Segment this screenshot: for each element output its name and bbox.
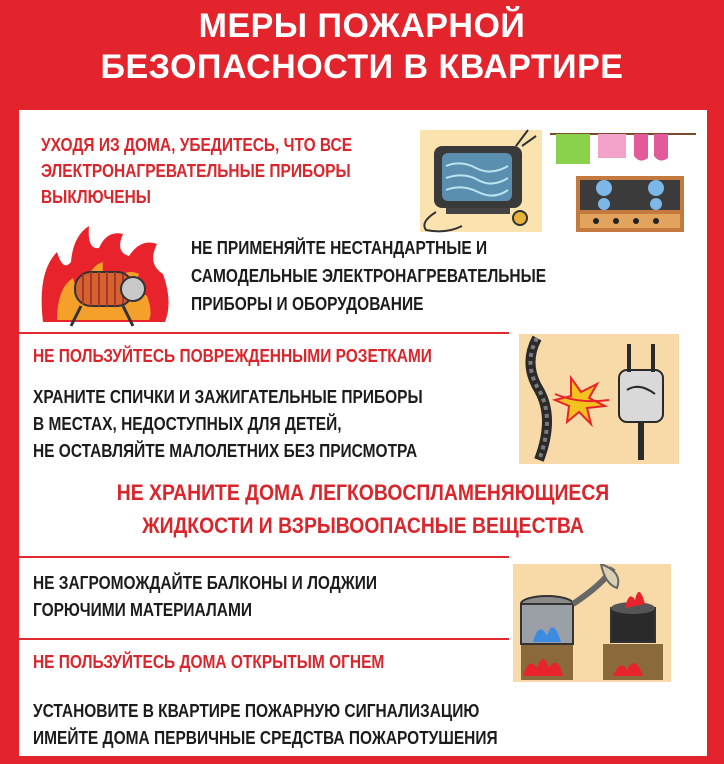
rule-store-matches-safely: ХРАНИТЕ СПИЧКИ И ЗАЖИГАТЕЛЬНЫЕ ПРИБОРЫ В МЕСТАХ, НЕДОСТУПНЫХ ДЛЯ ДЕТЕЙ, НЕ ОСТАВЛЯЙТЕ МАЛОЛЕТНИХ БЕЗ ПРИСМОТРА — [33, 387, 423, 461]
tv-icon — [416, 126, 546, 236]
content-panel — [19, 110, 707, 756]
heater-fire-icon — [37, 222, 175, 334]
rule-no-damaged-sockets: НЕ ПОЛЬЗУЙТЕСЬ ПОВРЕЖДЕННЫМИ РОЗЕТКАМИ — [33, 346, 432, 366]
rule-no-cluttered-balconies: НЕ ЗАГРОМОЖДАЙТЕ БАЛКОНЫ И ЛОДЖИИ ГОРЮЧИМИ МАТЕРИАЛАМИ — [33, 573, 378, 620]
title-line-1: МЕРЫ ПОЖАРНОЙ — [198, 7, 526, 45]
divider-1 — [19, 332, 509, 334]
divider-2 — [19, 556, 509, 558]
damaged-plug-icon — [519, 334, 679, 464]
rule-no-flammable-liquids: НЕ ХРАНИТЕ ДОМА ЛЕГКОВОСПЛАМЕНЯЮЩИЕСЯ ЖИДКОСТИ И ВЗРЫВООПАСНЫЕ ВЕЩЕСТВА — [116, 480, 610, 538]
poster-title — [0, 6, 724, 88]
rule-switch-off-appliances: УХОДЯ ИЗ ДОМА, УБЕДИТЕСЬ, ЧТО ВСЕ ЭЛЕКТРОНАГРЕВАТЕЛЬНЫЕ ПРИБОРЫ ВЫКЛЮЧЕНЫ — [41, 135, 353, 207]
divider-3 — [19, 638, 509, 640]
rule-no-open-fire: НЕ ПОЛЬЗУЙТЕСЬ ДОМА ОТКРЫТЫМ ОГНЕМ — [33, 652, 385, 672]
pots-on-fire-icon — [513, 564, 671, 682]
rule-install-fire-alarm: УСТАНОВИТЕ В КВАРТИРЕ ПОЖАРНУЮ СИГНАЛИЗАЦИЮ ИМЕЙТЕ ДОМА ПЕРВИЧНЫЕ СРЕДСТВА ПОЖАРОТУШЕНИЯ — [33, 701, 498, 748]
title-line-2: БЕЗОПАСНОСТИ В КВАРТИРЕ — [100, 48, 624, 86]
rule-no-homemade-heaters: НЕ ПРИМЕНЯЙТЕ НЕСТАНДАРТНЫЕ И САМОДЕЛЬНЫЕ ЭЛЕКТРОНАГРЕВАТЕЛЬНЫЕ ПРИБОРЫ И ОБОРУДОВАНИЕ — [191, 238, 547, 314]
laundry-stove-icon — [550, 126, 696, 236]
